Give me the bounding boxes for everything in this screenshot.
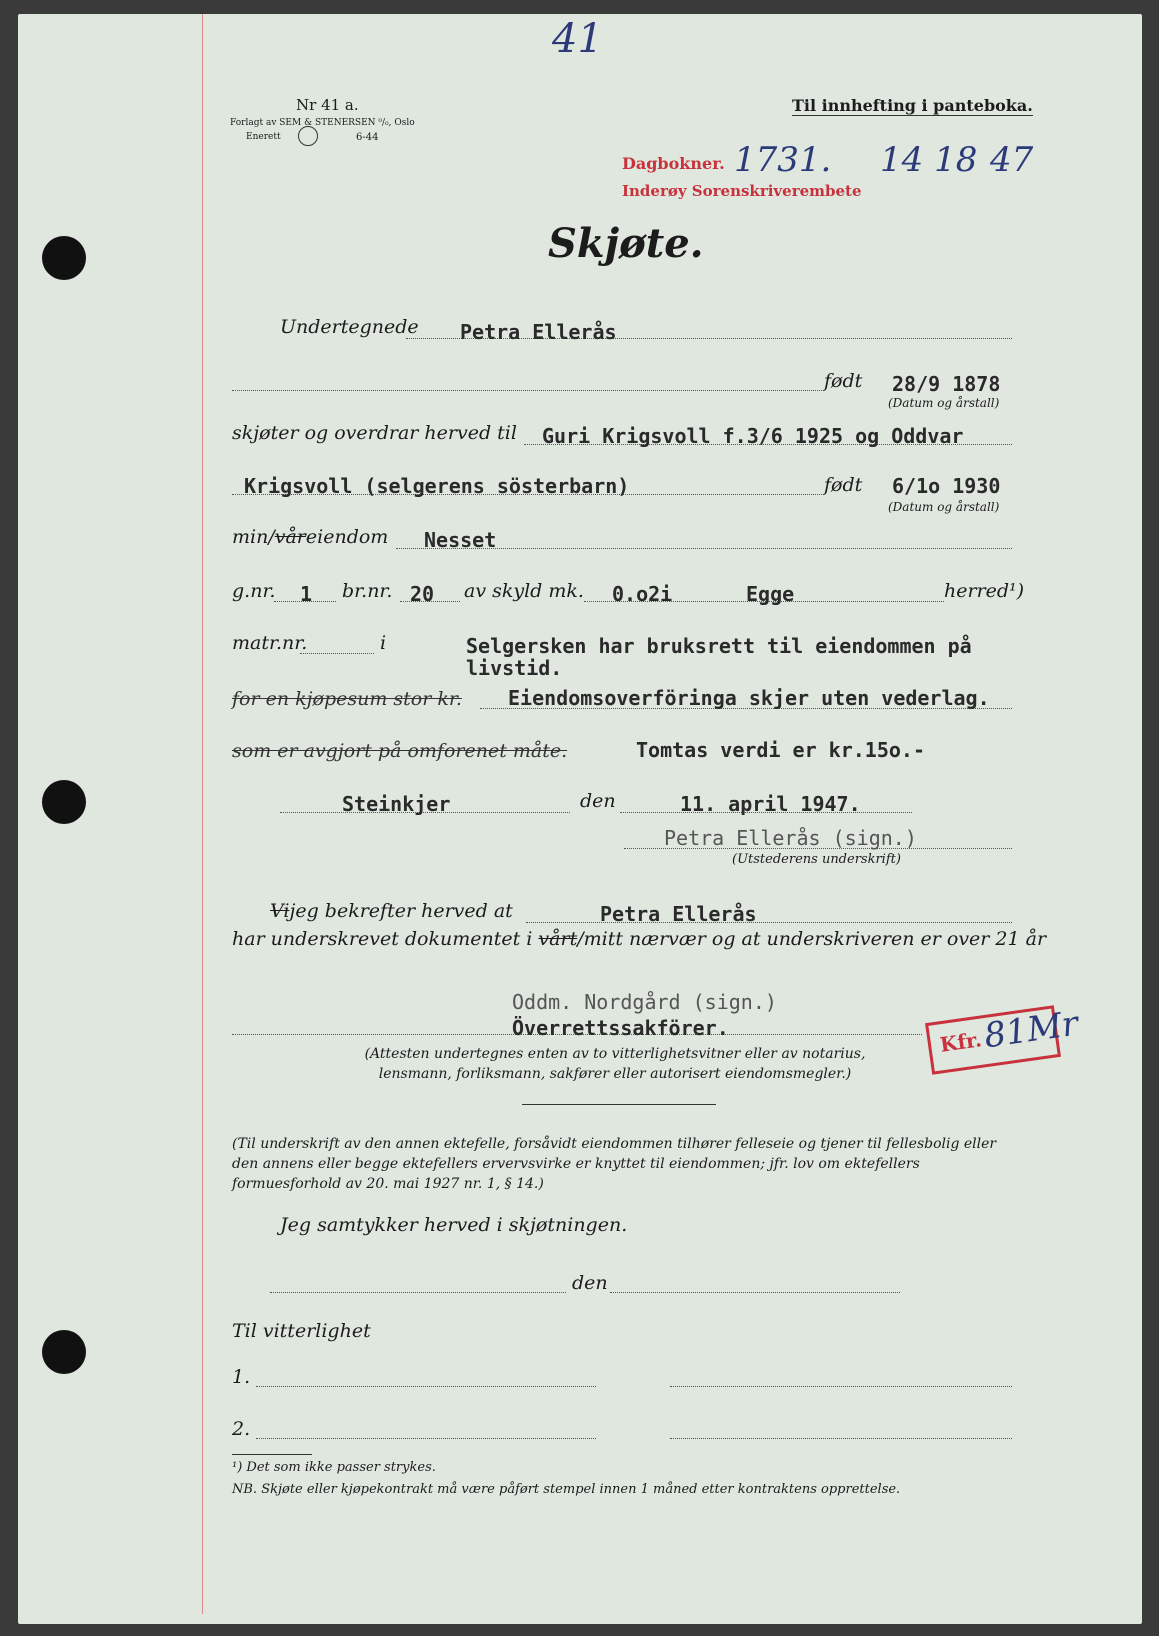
dotted-line xyxy=(670,1438,1012,1439)
datum-label-2: (Datum og årstall) xyxy=(888,500,1000,514)
witness-1-label: 1. xyxy=(232,1366,251,1388)
form-date: 6-44 xyxy=(356,132,379,143)
place: Steinkjer xyxy=(342,792,451,816)
attest-line-2: har underskrevet dokumentet i vårt/mitt nærvær og at underskriveren er over 21 år xyxy=(232,928,1047,950)
dotted-line xyxy=(670,1386,1012,1387)
consent-text: Jeg samtykker herved i skjøtningen. xyxy=(280,1214,628,1236)
stamp-line-2: Inderøy Sorenskriverembete xyxy=(622,182,862,200)
matr-i-label: i xyxy=(380,632,387,654)
struck-text: Vi xyxy=(270,900,290,922)
witness-heading: Til vitterlighet xyxy=(232,1320,371,1342)
dotted-line xyxy=(610,1292,900,1293)
dotted-line xyxy=(270,1292,566,1293)
brnr-label: br.nr. xyxy=(342,580,393,602)
witness-2-label: 2. xyxy=(232,1418,251,1440)
attest-line-1: Vijeg bekrefter herved at xyxy=(270,900,513,922)
publisher-logo xyxy=(298,126,318,146)
footnote-2: NB. Skjøte eller kjøpekontrakt må være påført stempel innen 1 måned etter kontraktens opprettelse. xyxy=(232,1482,901,1497)
fodt-label: født xyxy=(824,370,863,392)
kjopesum-label: for en kjøpesum stor kr. xyxy=(232,688,462,710)
gnr-label: g.nr. xyxy=(232,580,276,602)
dotted-line xyxy=(300,653,374,654)
kjopesum-text: Eiendomsoverföringa skjer uten vederlag. xyxy=(508,686,990,710)
matr-label: matr.nr. xyxy=(232,632,308,654)
page-number-hand: 41 xyxy=(552,16,603,62)
matr-text-2: livstid. xyxy=(466,656,563,680)
attest-note: (Attesten undertegnes enten av to vitterlighetsvitner eller av notarius, lensmann, forliksmann, sakfører eller autorisert eiendomsmegler.) xyxy=(364,1046,866,1082)
document-title: Skjøte. xyxy=(548,220,704,267)
footnote-1: ¹) Det som ikke passer strykes. xyxy=(232,1460,436,1475)
seller-birth: 28/9 1878 xyxy=(892,372,1001,396)
rights: Enerett xyxy=(246,132,281,142)
consent-den-label: den xyxy=(572,1272,608,1294)
avgjort-label: som er avgjort på omforenet måte. xyxy=(232,740,568,762)
stamp-line-1: Dagbokner. xyxy=(622,154,725,173)
buyer-birth: 6/1o 1930 xyxy=(892,474,1001,498)
punch-hole xyxy=(42,236,86,280)
stamp-hand-year: 47 xyxy=(990,140,1034,180)
divider xyxy=(522,1104,716,1105)
skyld-label: av skyld mk. xyxy=(464,580,584,602)
witness-title: Överrettssakförer. xyxy=(512,1016,729,1040)
property-name: Nesset xyxy=(424,528,497,552)
dotted-line xyxy=(526,922,1012,923)
form-number: Nr 41 a. xyxy=(296,96,359,114)
herred-label: herred¹) xyxy=(944,580,1025,602)
transfer-label: skjøter og overdrar herved til xyxy=(232,422,517,444)
kfr-hand: 81Mr xyxy=(981,1003,1081,1057)
matr-text-1: Selgersken har bruksrett til eiendommen på xyxy=(466,634,972,658)
witness-name: Oddm. Nordgård (sign.) xyxy=(512,990,777,1014)
buyer-line-2: Krigsvoll (selgerens sösterbarn) xyxy=(244,474,630,498)
publisher: Forlagt av SEM & STENERSEN ⁰/₀, Oslo xyxy=(230,118,415,128)
punch-hole xyxy=(42,1330,86,1374)
seller-name: Petra Ellerås xyxy=(460,320,617,344)
den-label: den xyxy=(580,790,616,812)
dotted-line xyxy=(256,1438,596,1439)
herred-value: Egge xyxy=(746,582,795,606)
margin-line xyxy=(202,14,203,1614)
punch-hole xyxy=(42,780,86,824)
struck-text: vår xyxy=(274,526,306,548)
spouse-note: (Til underskrift av den annen ektefelle, forsåvidt eiendommen tilhører felleseie og tjener til fellesbolig eller den annens eller begge ektefellers ervervsvirke er knyttet til eiendommen; jfr. lov om ektefellers formuesforhold av 20. mai 1927 nr. 1, § 14.) xyxy=(232,1136,997,1192)
struck-text: vårt xyxy=(538,928,578,950)
gnr-value: 1 xyxy=(300,582,313,606)
avgjort-text: Tomtas verdi er kr.15o.- xyxy=(636,738,925,762)
top-right-note: Til innhefting i panteboka. xyxy=(792,96,1033,115)
dotted-line xyxy=(256,1386,596,1387)
buyer-line-1: Guri Krigsvoll f.3/6 1925 og Oddvar xyxy=(542,424,964,448)
date: 11. april 1947. xyxy=(680,792,861,816)
datum-label: (Datum og årstall) xyxy=(888,396,1000,410)
brnr-value: 20 xyxy=(410,582,435,606)
dotted-line xyxy=(232,390,822,391)
signature-label: (Utstederens underskrift) xyxy=(732,852,901,867)
stamp-hand-number: 1731. xyxy=(734,140,832,180)
footnote-rule xyxy=(232,1454,312,1455)
skyld-value: 0.o2i xyxy=(612,582,673,606)
fodt-label-2: født xyxy=(824,474,863,496)
undertegnede-label: Undertegnede xyxy=(280,316,419,338)
property-label: min/våreiendom xyxy=(232,526,389,548)
kfr-stamp-text: Kfr. xyxy=(938,1027,984,1057)
stamp-hand-date: 14 18 xyxy=(880,140,978,180)
seller-signature: Petra Ellerås (sign.) xyxy=(664,826,917,850)
attest-name: Petra Ellerås xyxy=(600,902,757,926)
